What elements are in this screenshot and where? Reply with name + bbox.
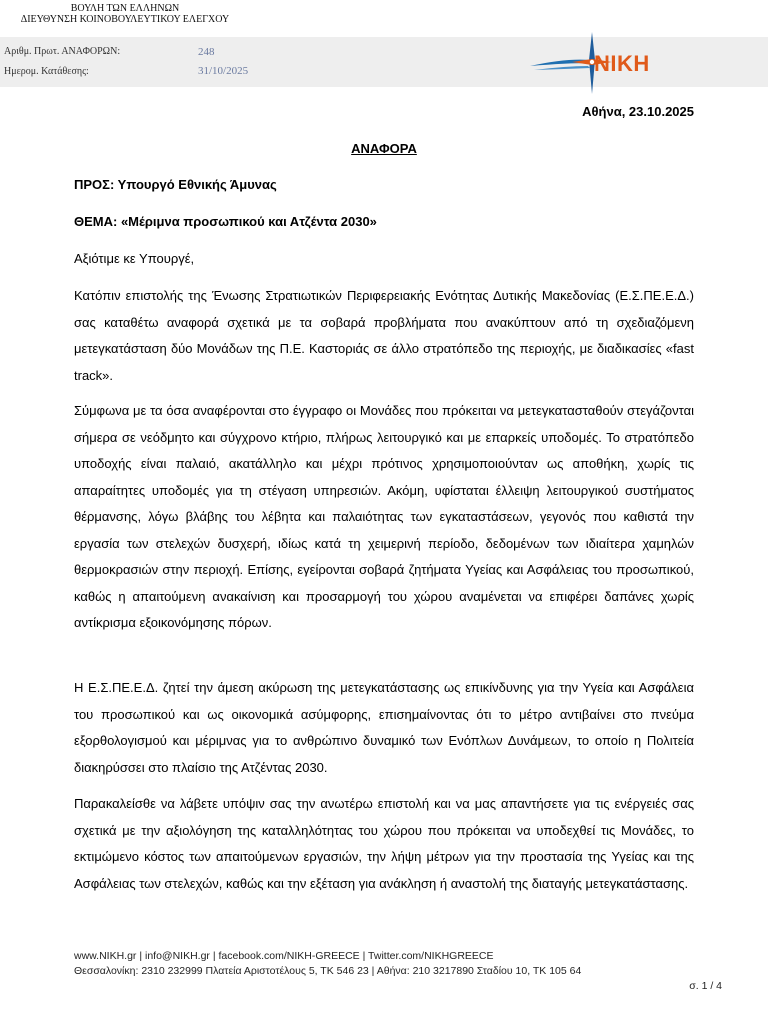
nikh-logo-text: NIKH [594,51,650,76]
document-title: ΑΝΑΦΟΡΑ [351,141,417,156]
footer-addresses: Θεσσαλονίκη: 2310 232999 Πλατεία Αριστοτέλους 5, ΤΚ 546 23 | Αθήνα: 210 3217890 Σταδίου 10, ΤΚ 105 64 [74,965,582,977]
subject-line: ΘΕΜΑ: «Μέριμνα προσωπικού και Ατζέντα 2030» [74,214,377,229]
document-date: Αθήνα, 23.10.2025 [582,104,694,119]
body-paragraph-3: Η Ε.Σ.ΠΕ.Ε.Δ. ζητεί την άμεση ακύρωση της μετεγκατάστασης ως επικίνδυνης για την Υγεία και Ασφάλεια του προσωπικού και ως οικονομικά ασύμφορης, επισημαίνοντας ότι το μέτρο αντιβαίνει στο πνεύμα εξορθολογισμού και μέριμνας για το ανθρώπινο δυναμικό των Ενόπλων Δυνάμεων, το οποίο η Πολιτεία διακηρύσσει στο πλαίσιο της Ατζέντας 2030. [74,680,694,775]
filing-date-value: 31/10/2025 [198,65,249,77]
filing-date-label: Ημερομ. Κατάθεσης: [4,66,89,77]
body-paragraph-4: Παρακαλείσθε να λάβετε υπόψιν σας την ανωτέρω επιστολή και να μας απαντήσετε για τις ενέργειές σας σχετικά με την αξιολόγηση της καταλληλότητας του χώρου που πρόκειται να υποδεχθεί τις Μονάδες, το εκτιμώμενο κόστος των απαιτούμενων εργασιών, την λήψη μέτρων για την προστασία της Υγείας και της Ασφάλειας των στελεχών, καθώς και την εξέταση για ανάκληση ή αναστολή της διαταγής μετεγκατάστασης. [74,796,694,891]
protocol-value: 248 [198,46,215,58]
body-paragraph-1: Κατόπιν επιστολής της Ένωσης Στρατιωτικών Περιφερειακής Ενότητας Δυτικής Μακεδονίας (Ε.Σ.ΠΕ.Ε.Δ.) σας καταθέτω αναφορά σχετικά με τα σοβαρά προβλήματα που ανακύπτουν από τη σχεδιαζόμενη μετεγκατάσταση δύο Μονάδων της Π.Ε. Καστοριάς σε άλλο στρατόπεδο της περιοχής, με διαδικασίες «fast track». [74,288,694,383]
page-number: σ. 1 / 4 [689,980,722,992]
recipient-line: ΠΡΟΣ: Υπουργό Εθνικής Άμυνας [74,177,277,192]
org-line-2: ΔΙΕΥΘΥΝΣΗ ΚΟΙΝΟΒΟΥΛΕΥΤΙΚΟΥ ΕΛΕΓΧΟΥ [20,14,230,25]
footer-contacts: www.NIKH.gr | info@NIKH.gr | facebook.com/NIKH-GREECE | Twitter.com/NIKHGREECE [74,950,494,962]
greeting: Αξιότιμε κε Υπουργέ, [74,251,195,266]
org-line-1: ΒΟΥΛΗ ΤΩΝ ΕΛΛΗΝΩΝ [70,3,180,14]
parliament-header [0,3,250,25]
body-paragraph-2: Σύμφωνα με τα όσα αναφέρονται στο έγγραφο οι Μονάδες που πρόκειται να μετεγκατασταθούν στεγάζονται σήμερα σε νεόδμητο και σύγχρονο κτήριο, πλήρως λειτουργικό και με επαρκείς υποδομές. Το στρατόπεδο υποδοχής είναι παλαιό, ακατάλληλο και μέχρι πρότινος χρησιμοποιούνταν ως αποθήκη, χωρίς τις απαραίτητες υποδομές για τη στέγαση υπηρεσιών. Ακόμη, υφίσταται έλλειψη λειτουργικού συστήματος θέρμανσης, λόγω βλάβης του λέβητα και παλαιότητας των εγκαταστάσεων, γεγονός που καθιστά την εργασία των στελεχών δυσχερή, ιδίως κατά τη χειμερινή περίοδο, δεδομένων των ιδιαίτερα χαμηλών θερμοκρασιών στην περιοχή. Επίσης, εγείρονται σοβαρά ζητήματα Υγείας και Ασφάλειας του προσωπικού, καθώς η απαιτούμενη ανακαίνιση και προσαρμογή του χώρου αναμένεται να επιφέρει δαπάνες χωρίς αντίκρισμα εξοικονόμησης πόρων. [74,403,694,630]
protocol-label: Αριθμ. Πρωτ. ΑΝΑΦΟΡΩΝ: [4,46,121,57]
